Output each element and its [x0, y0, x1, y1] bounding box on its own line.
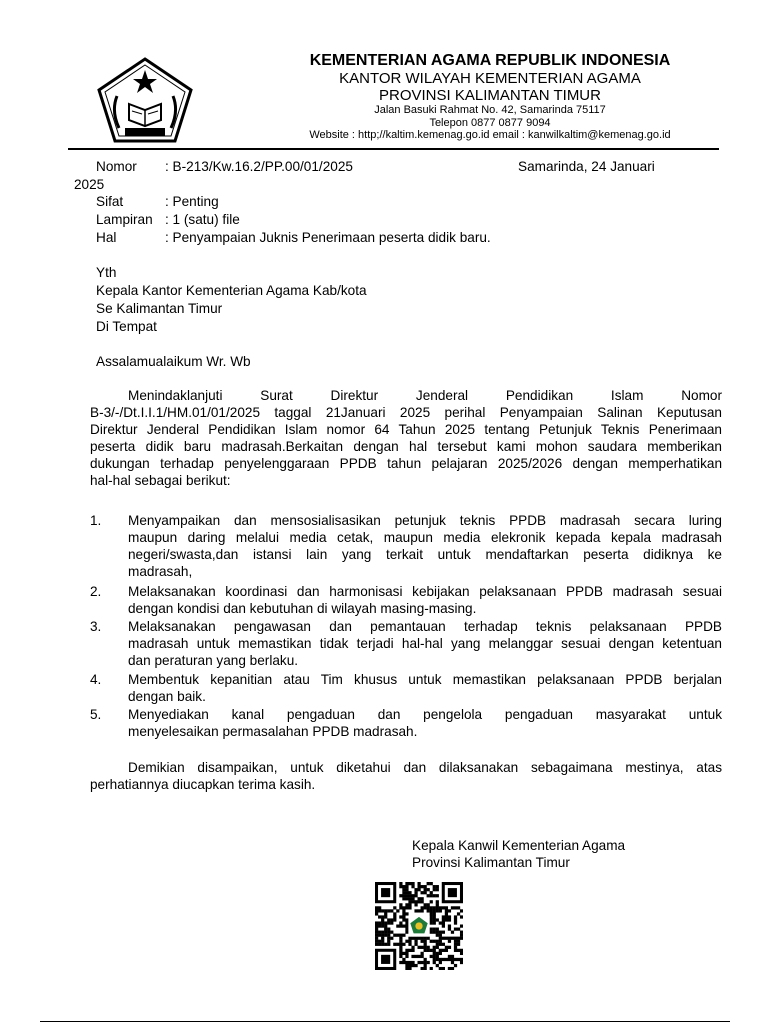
kemenag-logo [95, 56, 195, 144]
list-item-line: Menyediakan kanal pengaduan dan pengelola pengaduan masyarakat untuk [128, 707, 722, 722]
list-item-number: 5. [90, 707, 102, 722]
list-item-number: 2. [90, 584, 102, 599]
province-name: PROVINSI KALIMANTAN TIMUR [379, 87, 601, 104]
intro-line-1: Menindaklanjuti Surat Direktur Jenderal Pendidikan Islam Nomor [128, 388, 722, 403]
sifat-label: Sifat [96, 194, 124, 209]
list-item-number: 1. [90, 513, 102, 528]
intro-line-3: Direktur Jenderal Pendidikan Islam nomor 64 Tahun 2025 tentang Petunjuk Teknis Penerimaan [90, 422, 722, 437]
nomor-label: Nomor [96, 159, 137, 174]
list-item-line: menyelesaikan permasalahan PPDB madrasah. [128, 724, 418, 739]
list-item-line: Melaksanakan pengawasan dan pemantauan terhadap teknis pelaksanaan PPDB [128, 619, 722, 634]
list-item-line: Menyampaikan dan mensosialisasikan petunjuk teknis PPDB madrasah secara luring [128, 513, 722, 528]
closing-line-1: Demikian disampaikan, untuk diketahui dan dilaksanakan sebagaimana mestinya, atas [128, 760, 722, 775]
lampiran-label: Lampiran [96, 212, 153, 227]
office-web-email: Website : http;//kaltim.kemenag.go.id email : kanwilkaltim@kemenag.go.id [309, 129, 671, 141]
place-date: Samarinda, 24 Januari [518, 159, 655, 174]
list-item-number: 4. [90, 672, 102, 687]
sifat-value: : Penting [165, 194, 219, 209]
intro-line-2: B-3/-/Dt.I.I.1/HM.01/01/2025 taggal 21Januari 2025 perihal Penyampaian Salinan Keputusan [90, 405, 722, 420]
list-item-line: Membentuk kepanitian atau Tim khusus untuk memastikan pelaksanaan PPDB berjalan [128, 672, 722, 687]
list-item-line: negeri/swasta,dan istansi lain yang terkait untuk mendaftarkan peserta didiknya ke [128, 547, 722, 562]
recipient-title: Kepala Kantor Kementerian Agama Kab/kota [96, 283, 367, 298]
lampiran-value: : 1 (satu) file [165, 212, 240, 227]
list-item-number: 3. [90, 619, 102, 634]
recipient-region: Se Kalimantan Timur [96, 301, 223, 316]
signature-province: Provinsi Kalimantan Timur [412, 855, 570, 870]
intro-line-5: dukungan terhadap penyelenggaraan PPDB tahun pelajaran 2025/2026 dengan memperhatikan [90, 456, 722, 471]
office-address: Jalan Basuki Rahmat No. 42, Samarinda 75117 [374, 104, 606, 116]
intro-line-6: hal-hal sebagai berikut: [90, 473, 231, 488]
list-item-line: dengan baik. [128, 689, 206, 704]
intro-line-4: peserta didik baru madrasah.Berkaitan dengan hal tersebut kami mohon saudara memberikan [90, 439, 722, 454]
qr-code-signature [375, 882, 463, 970]
hal-label: Hal [96, 230, 117, 245]
list-item-line: maupun daring melalui media cetak, maupun media elekronik kepada kepala madrasah [128, 530, 722, 545]
list-item-line: Melaksanakan koordinasi dan harmonisasi kebijakan pelaksanaan PPDB madrasah sesuai [128, 584, 722, 599]
letterhead-divider [68, 148, 719, 150]
office-name: KANTOR WILAYAH KEMENTERIAN AGAMA [339, 70, 641, 87]
date-year: 2025 [74, 177, 105, 192]
ministry-name: KEMENTERIAN AGAMA REPUBLIK INDONESIA [309, 52, 671, 69]
list-item-line: dan peraturan yang berlaku. [128, 653, 299, 668]
list-item-line: madrasah, [128, 564, 193, 579]
list-item-line: dengan kondisi dan kebutuhan di wilayah masing-masing. [128, 601, 477, 616]
nomor-value: : B-213/Kw.16.2/PP.00/01/2025 [165, 159, 353, 174]
footer-divider [40, 1021, 730, 1022]
list-item-line: madrasah untuk memastikan tidak terjadi hal-hal yang melanggar sesuai dengan ketentuan [128, 636, 722, 651]
closing-line-2: perhatiannya diucapkan terima kasih. [90, 777, 316, 792]
hal-value: : Penyampaian Juknis Penerimaan peserta didik baru. [165, 230, 491, 245]
office-phone: Telepon 0877 0877 9094 [429, 117, 551, 129]
greeting: Assalamualaikum Wr. Wb [96, 354, 251, 369]
recipient-yth: Yth [96, 265, 117, 280]
signature-title: Kepala Kanwil Kementerian Agama [412, 838, 626, 853]
recipient-place: Di Tempat [96, 319, 157, 334]
